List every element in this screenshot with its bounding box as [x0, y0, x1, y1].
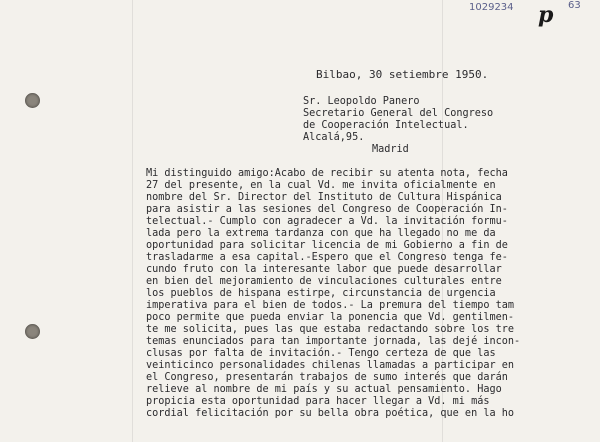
recipient-line: de Cooperación Intelectual.: [303, 120, 469, 131]
body-line: oportunidad para solicitar licencia de mi Gobierno a fin de: [146, 240, 508, 251]
paper-fold: [132, 0, 133, 442]
recipient-line: Alcalá,95.: [303, 132, 365, 143]
body-line: 27 del presente, en la cual Vd. me invita oficialmente en: [146, 180, 496, 191]
reference-number: 1029234: [469, 2, 514, 13]
body-line: cordial felicitación por su bella obra poética, que en la ho: [146, 408, 515, 419]
body-line: lada pero la extrema tardanza con que ha llegado no me da: [146, 228, 496, 239]
body-line: te me solicita, pues las que estaba redactando sobre los tre: [146, 324, 515, 335]
body-line: veinticinco personalidades chilenas llamadas a participar en: [146, 360, 515, 371]
body-line: nombre del Sr. Director del Instituto de Cultura Hispánica: [146, 192, 502, 203]
recipient-city: Madrid: [372, 144, 409, 155]
sheet-number: 63: [568, 0, 581, 11]
recipient-line: Secretario General del Congreso: [303, 108, 494, 119]
dateline: Bilbao, 30 setiembre 1950.: [316, 68, 489, 81]
body-line: cundo fruto con la interesante labor que puede desarrollar: [146, 264, 502, 275]
body-line: trasladarme a esa capital.-Espero que el Congreso tenga fe-: [146, 252, 508, 263]
body-line: para asistir a las sesiones del Congreso de Cooperación In-: [146, 204, 508, 215]
body-line: el Congreso, presentarán trabajos de sumo interés que darán: [146, 372, 508, 383]
body-line: telectual.- Cumplo con agradecer a Vd. la invitación formu-: [146, 216, 508, 227]
body-line: en bien del mejoramiento de vinculaciones culturales entre: [146, 276, 502, 287]
body-line: imperativa para el bien de todos.- La premura del tiempo tam: [146, 300, 515, 311]
body-line: temas enunciados para tan importante jornada, las dejé incon-: [146, 336, 521, 347]
body-line: propicia esta oportunidad para hacer llegar a Vd. mi más: [146, 396, 490, 407]
punch-hole-bottom: [25, 324, 40, 339]
body-line: los pueblos de hispana estirpe, circunstancia de urgencia: [146, 288, 496, 299]
punch-hole-top: [25, 93, 40, 108]
body-line: Mi distinguido amigo:Acabo de recibir su atenta nota, fecha: [146, 168, 508, 179]
handwritten-p-mark: p: [538, 2, 554, 28]
body-line: relieve al nombre de mi país y su actual pensamiento. Hago: [146, 384, 502, 395]
body-line: poco permite que pueda enviar la ponencia que Vd. gentilmen-: [146, 312, 515, 323]
body-line: clusas por falta de invitación.- Tengo certeza de que las: [146, 348, 496, 359]
recipient-line: Sr. Leopoldo Panero: [303, 96, 420, 107]
